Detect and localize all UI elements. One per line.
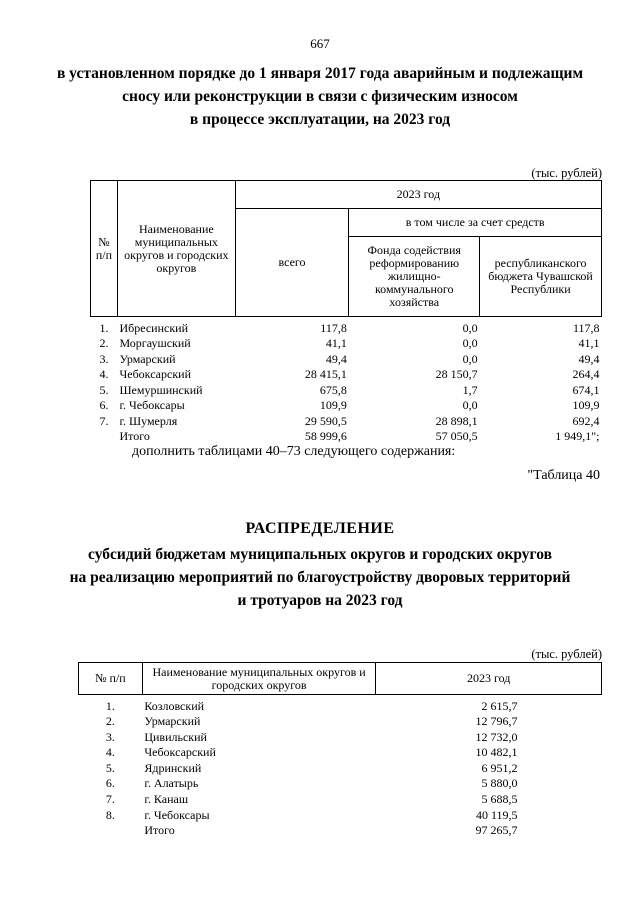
col-name-header: Наименование муниципальных округов и городских округов xyxy=(117,181,235,317)
table-row: 7. г. Шумерля 29 590,5 28 898,1 692,4 xyxy=(99,413,600,428)
col-num-header: № п/п xyxy=(91,181,118,317)
col-name-header: Наименование муниципальных округов и городских округов xyxy=(142,663,375,695)
table-row: 7. г. Канаш 5 688,5 xyxy=(105,792,518,807)
table-row: 1. Козловский 2 615,7 xyxy=(105,698,518,713)
col-num-header: № п/п xyxy=(79,663,143,695)
table-row: 8. г. Чебоксары 40 119,5 xyxy=(105,807,518,822)
heading-line: в процессе эксплуатации, на 2023 год xyxy=(189,111,451,128)
table-row: 6. г. Алатырь 5 880,0 xyxy=(105,776,518,791)
heading-line: в установленном порядке до 1 января 2017 года аварийным и подлежащим xyxy=(56,65,584,82)
table-row: 6. г. Чебоксары 109,9 0,0 109,9 xyxy=(99,398,600,412)
col-year-header: 2023 год xyxy=(235,181,601,209)
amendment-note: дополнить таблицами 40–73 следующего содержания: xyxy=(132,444,456,459)
heading-line: на реализацию мероприятий по благоустройству дворовых территорий xyxy=(69,569,571,586)
total-row: Итого 58 999,6 57 050,5 1 949,1"; xyxy=(119,429,600,443)
table-reference: "Таблица 40 xyxy=(527,468,600,483)
units-label: (тыс. рублей) xyxy=(531,166,602,180)
heading-line: субсидий бюджетам муниципальных округов и городских округов xyxy=(88,546,552,563)
col-including-header: в том числе за счет средств xyxy=(349,209,602,237)
housing-allocation-table xyxy=(90,180,602,445)
units-label: (тыс. рублей) xyxy=(531,647,602,661)
heading-line: сносу или реконструкции в связи с физическим износом xyxy=(122,88,518,105)
col-fund-header: Фонда содействия реформированию жилищно-коммунального хозяйства xyxy=(349,237,480,317)
table-row: 1. Ибресинский 117,8 0,0 117,8 xyxy=(99,320,600,335)
heading-line: и тротуаров на 2023 год xyxy=(237,592,403,609)
table-row: 4. Чебоксарский 10 482,1 xyxy=(105,745,518,760)
table-row: 3. Цивильский 12 732,0 xyxy=(105,729,518,744)
distribution-title: РАСПРЕДЕЛЕНИЕ xyxy=(245,520,395,537)
col-total-header: всего xyxy=(235,209,349,317)
table-row: 3. Урмарский 49,4 0,0 49,4 xyxy=(99,351,600,366)
page-number: 667 xyxy=(310,36,330,51)
section-heading xyxy=(40,62,600,131)
table-row: 5. Ядринский 6 951,2 xyxy=(105,760,518,775)
subsidy-distribution-table xyxy=(78,662,602,839)
table-row: 5. Шемуршинский 675,8 1,7 674,1 xyxy=(99,382,600,397)
distribution-subtitle xyxy=(40,543,600,612)
table-row: 2. Моргаушский 41,1 0,0 41,1 xyxy=(99,336,600,350)
table-row: 4. Чебоксарский 28 415,1 28 150,7 264,4 xyxy=(99,367,600,381)
col-republic-header: республиканского бюджета Чувашской Республики xyxy=(480,237,602,317)
table-row: 2. Урмарский 12 796,7 xyxy=(105,714,518,729)
total-row: Итого 97 265,7 xyxy=(144,823,518,838)
col-year-header: 2023 год xyxy=(376,663,602,695)
